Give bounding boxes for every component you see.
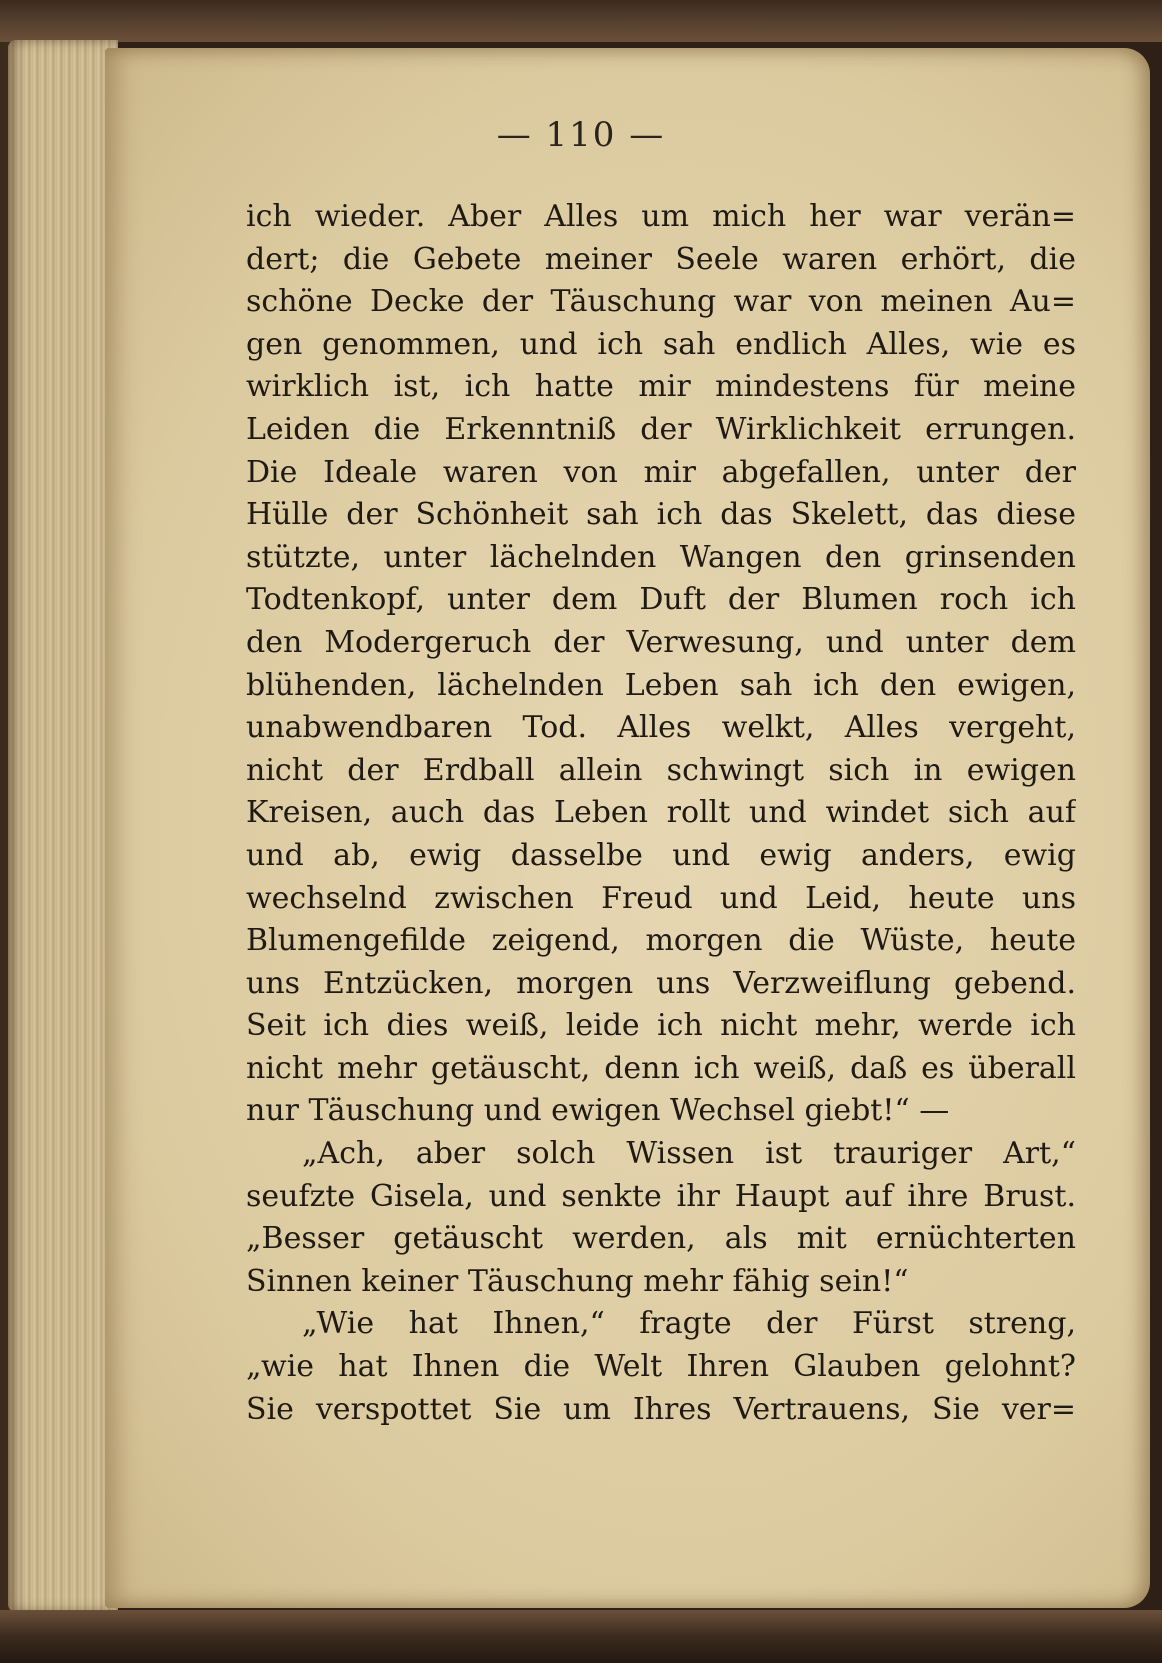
text-line: den Modergeruch der Verwesung, und unter dem — [246, 624, 1076, 660]
text-line: wechselnd zwischen Freud und Leid, heute uns — [246, 880, 1076, 916]
text-line: nicht mehr getäuscht, denn ich weiß, daß es überall — [246, 1050, 1076, 1086]
text-line: nur Täuschung und ewigen Wechsel giebt!“ — — [246, 1093, 950, 1129]
text-line: blühenden, lächelnden Leben sah ich den ewigen, — [246, 667, 1076, 703]
text-line: „Ach, aber solch Wissen ist trauriger Art,“ — [302, 1136, 1076, 1172]
text-line: Blumengefilde zeigend, morgen die Wüste, heute — [246, 923, 1076, 959]
text-line: Sinnen keiner Täuschung mehr fähig sein!“ — [246, 1263, 909, 1299]
text-line: dert; die Gebete meiner Seele waren erhört, die — [246, 241, 1076, 277]
text-line: unabwendbaren Tod. Alles welkt, Alles vergeht, — [246, 710, 1076, 746]
text-line: Die Ideale waren von mir abgefallen, unter der — [246, 454, 1076, 490]
text-line: Seit ich dies weiß, leide ich nicht mehr, werde ich — [246, 1008, 1076, 1044]
text-line: „Besser getäuscht werden, als mit ernüchterten — [246, 1221, 1076, 1257]
text-line: und ab, ewig dasselbe und ewig anders, ewig — [246, 837, 1076, 873]
book-cover-top-edge — [0, 0, 1162, 42]
text-line: seufzte Gisela, und senkte ihr Haupt auf ihre Brust. — [246, 1178, 1076, 1214]
text-line: Hülle der Schönheit sah ich das Skelett, das diese — [246, 497, 1076, 533]
text-line: ich wieder. Aber Alles um mich her war verän= — [246, 199, 1076, 234]
text-line: wirklich ist, ich hatte mir mindestens für meine — [246, 369, 1076, 405]
text-line: „Wie hat Ihnen,“ fragte der Fürst streng, — [302, 1306, 1076, 1342]
book-cover-bottom-edge — [0, 1610, 1162, 1663]
text-line: schöne Decke der Täuschung war von meinen Au= — [246, 284, 1076, 320]
text-line: uns Entzücken, morgen uns Verzweiflung gebend. — [246, 965, 1076, 1001]
text-line: stützte, unter lächelnden Wangen den grinsenden — [246, 539, 1076, 575]
text-line: Sie verspottet Sie um Ihres Vertrauens, Sie ver= — [246, 1391, 1076, 1427]
page-number: — 110 — — [496, 115, 666, 155]
page-stack-edge — [8, 40, 118, 1612]
text-line: „wie hat Ihnen die Welt Ihren Glauben gelohnt? — [246, 1349, 1076, 1385]
text-line: gen genommen, und ich sah endlich Alles, wie es — [246, 326, 1076, 362]
text-line: Leiden die Erkenntniß der Wirklichkeit errungen. — [246, 411, 1076, 447]
text-line: Todtenkopf, unter dem Duft der Blumen roch ich — [246, 582, 1076, 618]
text-line: Kreisen, auch das Leben rollt und windet sich auf — [246, 795, 1076, 831]
page-body-text — [246, 196, 1076, 1431]
text-line: nicht der Erdball allein schwingt sich in ewigen — [246, 752, 1076, 788]
